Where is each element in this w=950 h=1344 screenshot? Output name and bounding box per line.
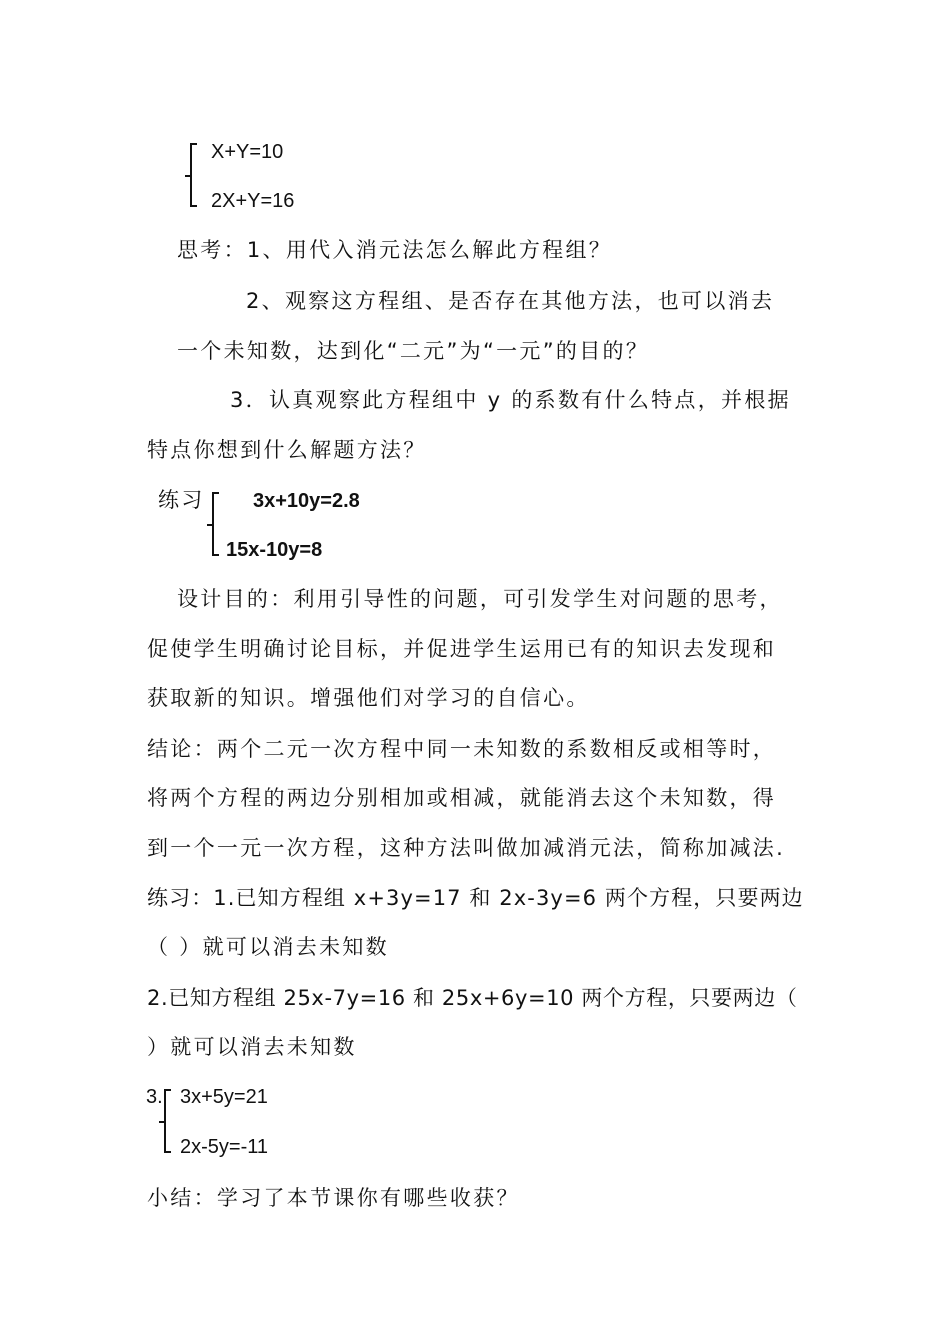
conclusion-line2: 将两个方程的两边分别相加或相减，就能消去这个未知数，得 [147, 786, 777, 810]
exercise1-line1: 练习：1.已知方程组 x+3y=17 和 2x-3y=6 两个方程，只要两边 [147, 886, 804, 910]
system-brace [190, 143, 200, 207]
think-q1: 思考：1、用代入消元法怎么解此方程组？ [177, 238, 613, 262]
think-q2-line2: 一个未知数，达到化“二元”为“一元”的目的？ [177, 339, 650, 363]
system1-eq1: X+Y=10 [211, 141, 284, 163]
conclusion-line1: 结论：两个二元一次方程中同一未知数的系数相反或相等时， [147, 737, 777, 761]
think-q2-line1: 2、观察这方程组、是否存在其他方法，也可以消去 [246, 289, 775, 313]
system1-eq2: 2X+Y=16 [211, 190, 295, 212]
exercise1-line2: （ ）就可以消去未知数 [147, 935, 389, 959]
exercise3-eq1: 3x+5y=21 [180, 1086, 268, 1108]
design-purpose-line3: 获取新的知识。增强他们对学习的自信心。 [147, 686, 590, 710]
think-q3-line1: 3．认真观察此方程组中 y 的系数有什么特点，并根据 [230, 388, 791, 412]
think-q3-line2: 特点你想到什么解题方法？ [147, 438, 427, 462]
practice1-eq1: 3x+10y=2.8 [253, 490, 360, 512]
exercise3-label: 3. [146, 1086, 163, 1108]
practice1-label: 练习 [158, 488, 205, 512]
exercise2-line2: ）就可以消去未知数 [147, 1035, 357, 1059]
design-purpose-line1: 设计目的：利用引导性的问题，可引发学生对问题的思考， [177, 587, 783, 611]
practice1-brace [212, 492, 222, 556]
summary: 小结：学习了本节课你有哪些收获？ [147, 1186, 520, 1210]
exercise3-eq2: 2x-5y=-11 [180, 1136, 269, 1158]
exercise3-brace [164, 1089, 174, 1153]
exercise2-line1: 2.已知方程组 25x-7y=16 和 25x+6y=10 两个方程，只要两边（ [147, 986, 798, 1010]
conclusion-line3: 到一个一元一次方程，这种方法叫做加减消元法，简称加减法. [147, 836, 786, 860]
design-purpose-line2: 促使学生明确讨论目标，并促进学生运用已有的知识去发现和 [147, 637, 777, 661]
practice1-eq2: 15x-10y=8 [226, 539, 323, 561]
